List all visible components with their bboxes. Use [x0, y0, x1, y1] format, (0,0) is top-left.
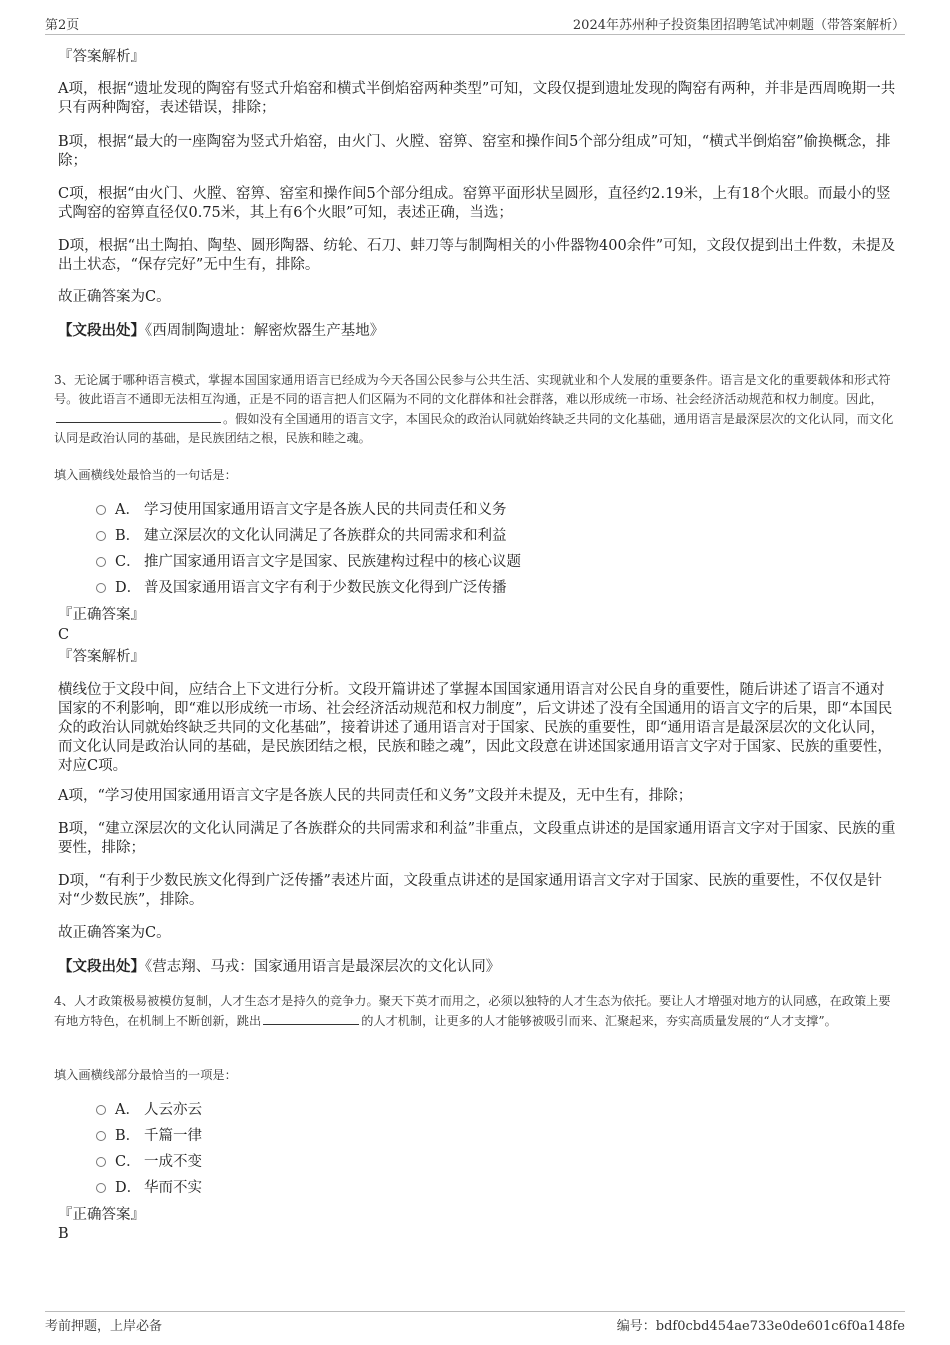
page-number: 第2页 — [45, 18, 80, 33]
q3-b-analysis: B项，“建立深层次的文化认同满足了各族群众的共同需求和利益”非重点，文段重点讲述的是国家通用语言文字对于国家、民族的重要性，排除； — [58, 821, 896, 856]
q3-source — [58, 957, 898, 977]
q4-prompt: 填入画横线部分最恰当的一项是： — [54, 1068, 237, 1082]
option-letter: A． — [115, 502, 140, 518]
option-text: 建立深层次的文化认同满足了各族群众的共同需求和利益 — [144, 528, 507, 544]
radio-icon[interactable] — [96, 1105, 106, 1115]
option-letter: C． — [115, 554, 141, 570]
q3-analysis-label: 『答案解析』 — [58, 649, 145, 665]
option-text: 普及国家通用语言文字有利于少数民族文化得到广泛传播 — [144, 580, 507, 596]
q3-stem — [54, 371, 894, 448]
option-text: 人云亦云 — [144, 1102, 202, 1118]
q2-c-analysis: C项，根据“由火门、火膛、窑箅、窑室和操作间5个部分组成。窑箅平面形状呈圆形，直径约2.19米，上有18个火眼。而最小的竖式陶窑的窑箅直径仅0.75米，其上有6个火眼”可知，表述正确，当选； — [58, 186, 891, 221]
radio-icon[interactable] — [96, 1183, 106, 1193]
q2-b-analysis: B项，根据“最大的一座陶窑为竖式升焰窑，由火门、火膛、窑箅、窑室和操作间5个部分组成”可知，“横式半倒焰窑”偷换概念，排除； — [58, 134, 891, 169]
page-header — [45, 12, 905, 35]
q3-a-analysis: A项，“学习使用国家通用语言文字是各族人民的共同责任和义务”文段并未提及，无中生有，排除； — [58, 788, 693, 804]
option-text: 一成不变 — [144, 1154, 202, 1170]
option-letter: D． — [115, 1180, 142, 1196]
option-text: 华而不实 — [144, 1180, 202, 1196]
radio-icon[interactable] — [96, 531, 106, 541]
q3-answer: C — [58, 627, 70, 643]
footer-slogan: 考前押题，上岸必备 — [45, 1319, 163, 1334]
q4-stem — [54, 992, 894, 1031]
q4-answer: B — [58, 1226, 69, 1242]
q2-source-label: 【文段出处】 — [58, 322, 145, 339]
option-letter: C． — [115, 1154, 141, 1170]
option-letter: A． — [115, 1102, 140, 1118]
option-letter: D． — [115, 580, 142, 596]
q4-blank-line — [263, 1011, 359, 1025]
q3-stem-after: 。假如没有全国通用的语言文字，本国民众的政治认同就始终缺乏共同的文化基础，通用语言是最深层次的文化认同，而文化认同是政治认同的基础，是民族团结之根，民族和睦之魂。 — [54, 412, 894, 445]
document-code: 编号：bdf0cbd454ae733e0de601c6f0a148fe — [616, 1319, 905, 1334]
q2-source — [58, 321, 898, 341]
q4-stem-before: 4、人才政策极易被模仿复制，人才生态才是持久的竞争力。聚天下英才而用之，必须以独特的人才生态为依托。要让人才增强对地方的认同感，在政策上要有地方特色，在机制上不断创新，跳出 — [54, 994, 891, 1028]
radio-icon[interactable] — [96, 1157, 106, 1167]
radio-icon[interactable] — [96, 583, 106, 593]
q4-answer-label: 『正确答案』 — [58, 1207, 145, 1223]
q2-d-analysis: D项，根据“出土陶拍、陶垫、圆形陶器、纺轮、石刀、蚌刀等与制陶相关的小件器物400余件”可知，文段仅提到出土件数，未提及出土状态，“保存完好”无中生有，排除。 — [58, 238, 896, 273]
q3-answer-label: 『正确答案』 — [58, 607, 145, 623]
q3-prompt: 填入画横线处最恰当的一句话是： — [54, 468, 237, 482]
q3-conclusion: 故正确答案为C。 — [58, 925, 171, 941]
radio-icon[interactable] — [96, 557, 106, 567]
option-text: 千篇一律 — [144, 1128, 202, 1144]
radio-icon[interactable] — [96, 1131, 106, 1141]
q3-stem-before: 3、无论属于哪种语言模式，掌握本国国家通用语言已经成为今天各国公民参与公共生活、实现就业和个人发展的重要条件。语言是文化的重要载体和形式符号。彼此语言不通即无法相互沟通，正是不同的语言把人们区隔为不同的文化群体和社会群落，难以形成统一市场、社会经济活动规范和权力制度。因此， — [54, 373, 891, 406]
option-letter: B． — [115, 1128, 141, 1144]
page-footer — [45, 1311, 905, 1336]
q2-a-analysis: A项，根据“遗址发现的陶窑有竖式升焰窑和横式半倒焰窑两种类型”可知，文段仅提到遗址发现的陶窑有两种，并非是西周晚期一共只有两种陶窑，表述错误，排除； — [58, 81, 896, 116]
q3-blank-line — [56, 409, 221, 423]
radio-icon[interactable] — [96, 505, 106, 515]
q2-source-text: 《西周制陶遗址：解密炊器生产基地》 — [145, 323, 385, 339]
q3-analysis-main: 横线位于文段中间，应结合上下文进行分析。文段开篇讲述了掌握本国国家通用语言对公民自身的重要性，随后讲述了语言不通对国家的不利影响，即“难以形成统一市场、社会经济活动规范和权力制度”，后文讲述了没有全国通用的语言文字的后果，即“本国民众的政治认同就始终缺乏共同的文化基础”，接着讲述了通用语言对于国家、民族的重要性，即“通用语言是最深层次的文化认同，而文化认同是政治认同的基础，是民族团结之根，民族和睦之魂”，因此文段意在讲述国家通用语言文字对于国家、民族的重要性，对应C项。 — [58, 682, 893, 774]
option-text: 推广国家通用语言文字是国家、民族建构过程中的核心议题 — [144, 554, 521, 570]
q3-source-label: 【文段出处】 — [58, 958, 145, 975]
q3-source-text: 《营志翔、马戎：国家通用语言是最深层次的文化认同》 — [145, 959, 501, 975]
q2-analysis-label: 『答案解析』 — [58, 49, 145, 65]
q3-d-analysis: D项，“有利于少数民族文化得到广泛传播”表述片面，文段重点讲述的是国家通用语言文字对于国家、民族的重要性，不仅仅是针对“少数民族”，排除。 — [58, 873, 882, 908]
document-title: 2024年苏州种子投资集团招聘笔试冲刺题（带答案解析） — [572, 18, 905, 33]
q2-conclusion: 故正确答案为C。 — [58, 289, 171, 305]
q4-stem-after: 的人才机制，让更多的人才能够被吸引而来、汇聚起来，夯实高质量发展的“人才支撑”。 — [361, 1014, 837, 1028]
option-text: 学习使用国家通用语言文字是各族人民的共同责任和义务 — [144, 502, 507, 518]
option-letter: B． — [115, 528, 141, 544]
